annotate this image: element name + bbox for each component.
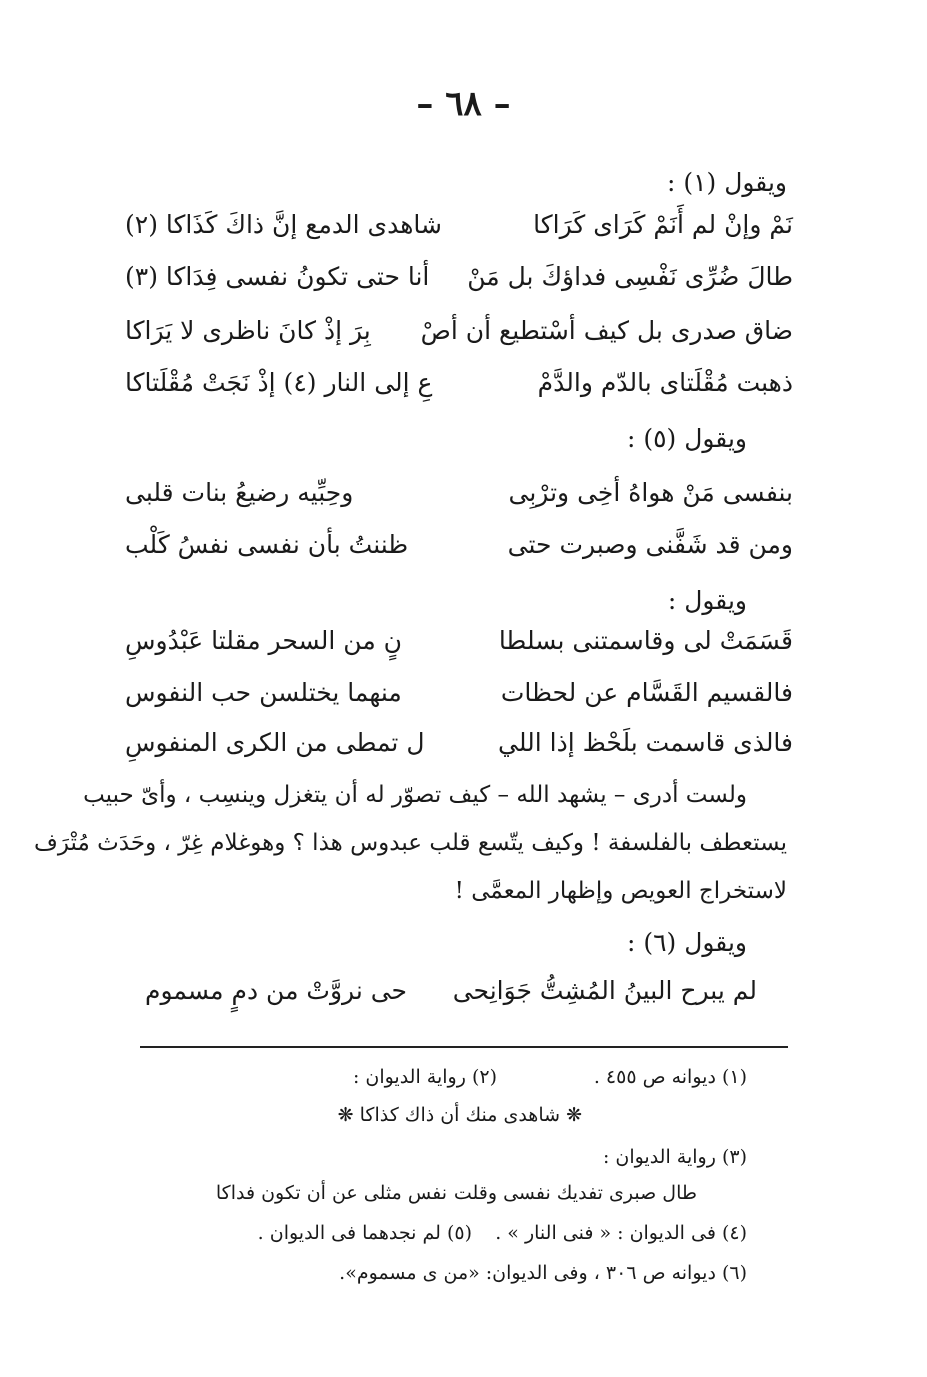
verse-line: [125, 478, 793, 526]
verse-second-hemistich: حى نروَّتْ من دمٍ مسموم: [145, 976, 408, 1005]
verse-line: [125, 728, 793, 776]
verse-line: [125, 626, 793, 674]
verse-second-hemistich: وحِبِّيه رضيعُ بنات قلبى: [125, 478, 354, 507]
footnote: (٤) فى الديوان : « فنى النار » .: [495, 1222, 747, 1244]
prose-line: يستعطف بالفلسفة ! وكيف يتّسع قلب عبدوس هذا ؟ وهوغلام غِرّ ، وحَدَث مُتْرَف: [34, 830, 787, 856]
footnote: (٥) لم نجدهما فى الديوان .: [257, 1222, 472, 1244]
verse-first-hemistich: فالذى قاسمت بلَحْظ إذا اللي: [498, 728, 793, 757]
footnote-verse: ❋ شاهدى منك أن ذاك كذاكا ❋: [337, 1104, 582, 1126]
verse-first-hemistich: طالَ ضُرِّى نَفْسِى فداؤكَ بل مَنْ: [467, 262, 793, 291]
verse-line: [125, 316, 793, 364]
prose-line: لاستخراج العويص وإظهار المعمَّى !: [454, 878, 787, 904]
verse-first-hemistich: بنفسى مَنْ هواهُ أخِى وترْبِى: [508, 478, 793, 507]
verse-line: [125, 678, 793, 726]
prose-line: ولست أدرى – يشهد الله – كيف تصوّر له أن يتغزل وينسِب ، وأىّ حبيب: [83, 782, 747, 808]
footnote-separator: [140, 1046, 788, 1048]
footnote: (٢) رواية الديوان :: [352, 1066, 497, 1088]
verse-second-hemistich: منهما يختلسن حب النفوس: [125, 678, 402, 707]
verse-first-hemistich: فالقسيم القَسَّام عن لحظات: [500, 678, 793, 707]
verse-second-hemistich: نٍ من السحر مقلتا عَبْدُوسِ: [125, 626, 403, 655]
section-intro: ويقول :: [667, 586, 747, 615]
page-number: – ٦٨ –: [416, 84, 511, 124]
verse-first-hemistich: لم يبرح البينُ المُشِتُّ جَوَانِحى: [452, 976, 757, 1005]
verse-first-hemistich: ومن قد شَفَّنى وصبرت حتى: [507, 530, 793, 559]
footnote-verse: نفس مثلى عن أن تكون فداكا: [215, 1182, 447, 1204]
verse-second-hemistich: أنا حتى تكونُ نفسى فِدَاكا (٣): [125, 262, 430, 291]
verse-second-hemistich: ظننتُ بأن نفسى نفسُ كَلْب: [125, 530, 409, 559]
verse-line: [125, 262, 793, 310]
footnote: (٦) ديوانه ص ٣٠٦ ، وفى الديوان: «من ى مسموم».: [339, 1262, 747, 1284]
verse-second-hemistich: شاهدى الدمع إنَّ ذاكَ كَذَاكا (٢): [125, 210, 442, 239]
verse-second-hemistich: بِرَ إذْ كانَ ناظرى لا يَرَاكا: [125, 316, 371, 345]
verse-first-hemistich: ضاق صدرى بل كيف أسْتطيع أن أصْ: [420, 316, 793, 345]
verse-second-hemistich: ل تمطى من الكرى المنفوسِ: [125, 728, 425, 757]
section-intro: ويقول (٦) :: [626, 928, 747, 957]
verse-second-hemistich: عِ إلى النار (٤) إذْ نَجَتْ مُقْلَتاكا: [125, 368, 433, 397]
verse-first-hemistich: نَمْ وإنْ لم أَنَمْ كَرَاى كَرَاكا: [533, 210, 793, 239]
verse-line: [125, 368, 793, 416]
verse-line: [125, 530, 793, 578]
footnote: (١) ديوانه ص ٤٥٥ .: [593, 1066, 747, 1088]
footnote-verse: طال صبرى تفديك نفسى وقلت: [453, 1182, 697, 1204]
section-intro: ويقول (٥) :: [626, 424, 747, 453]
verse-first-hemistich: ذهبت مُقْلَتاى بالدّم والدَّمْ: [537, 368, 793, 397]
verse-first-hemistich: قَسَمَتْ لى وقاسمتنى بسلطا: [498, 626, 793, 655]
footnote: (٣) رواية الديوان :: [602, 1146, 747, 1168]
verse-line: [125, 976, 793, 1024]
verse-line: [125, 210, 793, 258]
section-intro: ويقول (١) :: [666, 168, 787, 197]
